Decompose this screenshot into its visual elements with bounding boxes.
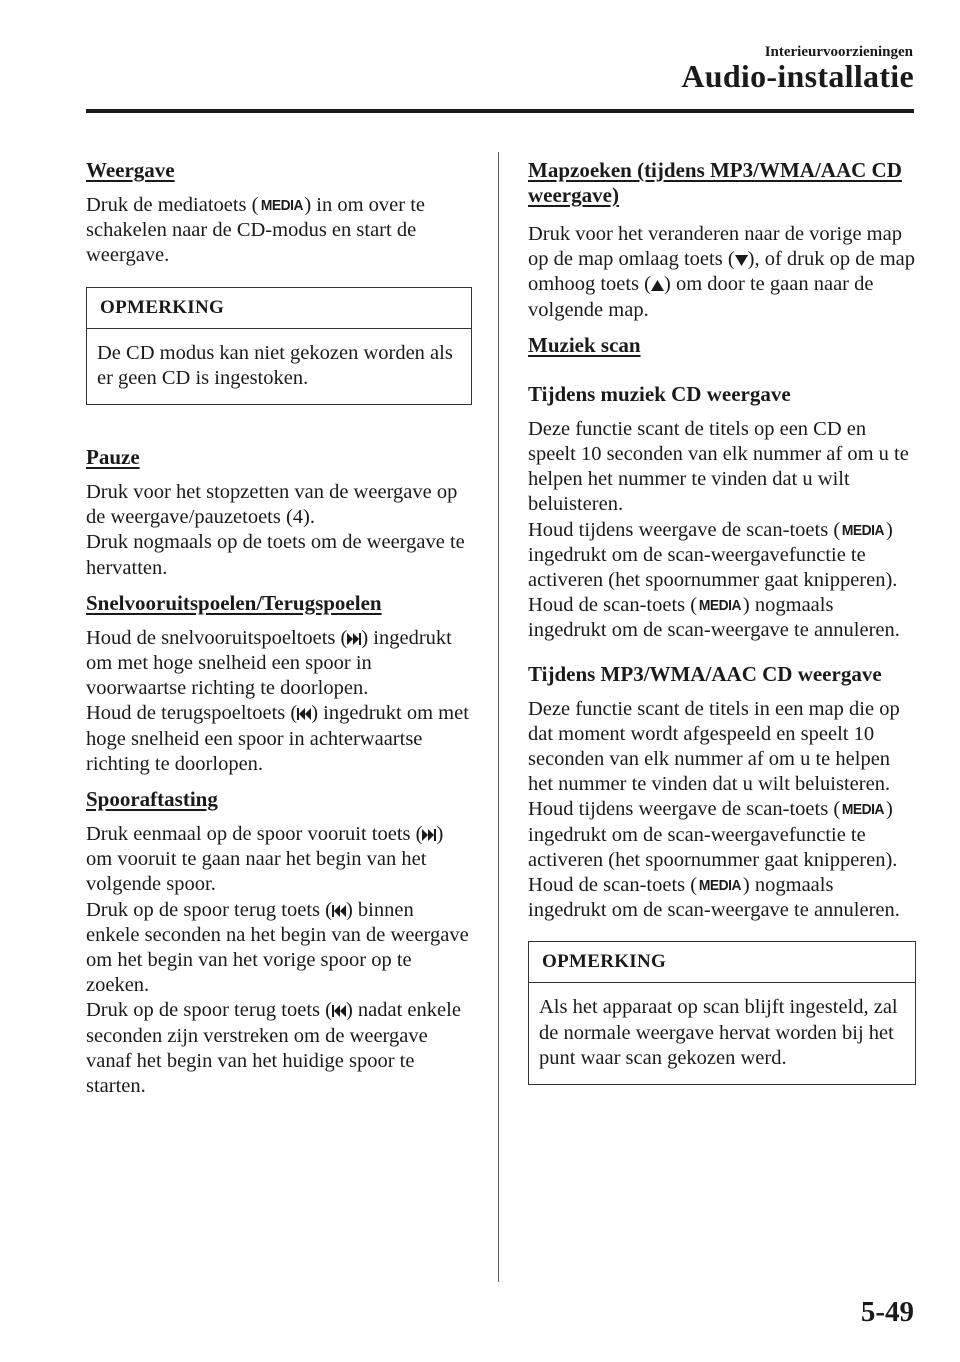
note-body: De CD modus kan niet gekozen worden als er geen CD is ingestoken. bbox=[97, 341, 453, 389]
section-label: Interieurvoorzieningen bbox=[764, 44, 913, 60]
track-back-icon bbox=[332, 904, 346, 918]
left-column bbox=[86, 158, 472, 1109]
page-title: Audio-installatie bbox=[681, 58, 914, 94]
note-body: Als het apparaat op scan blijft ingesteld, zal de normale weergave hervat worden bij het punt waar scan gekozen werd. bbox=[539, 996, 898, 1069]
media-icon: MEDIA bbox=[841, 521, 885, 539]
rewind-icon bbox=[297, 707, 311, 721]
heading-muziek-scan: Muziek scan bbox=[528, 332, 641, 357]
heading-mapzoeken: Mapzoeken (tijdens MP3/WMA/AAC CD weergave) bbox=[528, 158, 902, 207]
header-rule bbox=[86, 109, 914, 113]
heading-snelvooruitspoelen: Snelvooruitspoelen/Terugspoelen bbox=[86, 590, 382, 615]
media-icon: MEDIA bbox=[260, 197, 303, 214]
page-number: 5-49 bbox=[860, 1296, 914, 1328]
note-heading: OPMERKING bbox=[87, 288, 471, 329]
note-heading: OPMERKING bbox=[529, 942, 915, 983]
paragraph-snelvooruitspoelen: Houd de snelvooruitspoeltoets ( ) ingedrukt om met hoge snelheid een spoor in voorwaartse richting te doorlopen. Houd de terugspoeltoets ( ) ingedrukt om met hoge snelheid een spoor in achterwaartse richting te doorlopen. bbox=[86, 626, 469, 775]
subheading-muziek-cd: Tijdens muziek CD weergave bbox=[528, 381, 791, 406]
paragraph-mapzoeken: Druk voor het veranderen naar de vorige map op de map omlaag toets ( ), of druk op de map omhoog toets ( ) om door te gaan naar de volgende map. bbox=[528, 223, 916, 321]
right-column bbox=[528, 158, 916, 1095]
track-forward-icon bbox=[422, 828, 436, 842]
folder-down-icon bbox=[735, 254, 748, 267]
paragraph-spooraftasting: Druk eenmaal op de spoor vooruit toets ( ) om vooruit te gaan naar het begin van het volgende spoor. Druk op de spoor terug toets ( ) binnen enkele seconden na het begin van de weergave om het begin van het vorige spoor op te zoeken. Druk op de spoor terug toets ( ) nadat enkele seconden zijn verstreken om de weergave vanaf het begin van het huidige spoor te starten. bbox=[86, 823, 469, 1098]
media-icon: MEDIA bbox=[841, 801, 885, 819]
heading-weergave: Weergave bbox=[86, 158, 175, 182]
paragraph-pauze: Druk voor het stopzetten van de weergave op de weergave/pauzetoets (4). Druk nogmaals op de toets om de weergave te hervatten. bbox=[86, 481, 465, 579]
column-divider bbox=[498, 152, 499, 1282]
note-box-cd bbox=[86, 287, 472, 405]
track-back-icon bbox=[332, 1004, 346, 1018]
paragraph-weergave: Druk de mediatoets ( MEDIA) in om over te schakelen naar de CD-modus en start de weergave. bbox=[86, 194, 426, 267]
paragraph-scan-mp3: Deze functie scant de titels in een map die op dat moment wordt afgespeeld en speelt 10 seconden van elk nummer af om u te helpen het nummer te vinden dat u wilt beluisteren. Houd tijdens weergave de scan-toets ( MEDIA) ingedrukt om de scan-weergavefunctie te activeren (het spoornummer gaat knipperen). Houd de scan-toets ( MEDIA) nogmaals ingedrukt om de scan-weergave te annuleren. bbox=[528, 697, 900, 922]
fast-forward-icon bbox=[347, 632, 361, 646]
folder-up-icon bbox=[651, 279, 664, 292]
media-icon: MEDIA bbox=[698, 597, 742, 615]
note-box-scan bbox=[528, 941, 916, 1085]
heading-spooraftasting: Spooraftasting bbox=[86, 787, 218, 812]
heading-pauze: Pauze bbox=[86, 445, 140, 470]
subheading-mp3-cd: Tijdens MP3/WMA/AAC CD weergave bbox=[528, 661, 882, 686]
media-icon: MEDIA bbox=[698, 877, 742, 895]
paragraph-scan-cd: Deze functie scant de titels op een CD en speelt 10 seconden van elk nummer af om u te helpen het nummer te vinden dat u wilt beluisteren. Houd tijdens weergave de scan-toets ( MEDIA) ingedrukt om de scan-weergavefunctie te activeren (het spoornummer gaat knipperen). Houd de scan-toets ( MEDIA) nogmaals ingedrukt om de scan-weergave te annuleren. bbox=[528, 417, 909, 642]
